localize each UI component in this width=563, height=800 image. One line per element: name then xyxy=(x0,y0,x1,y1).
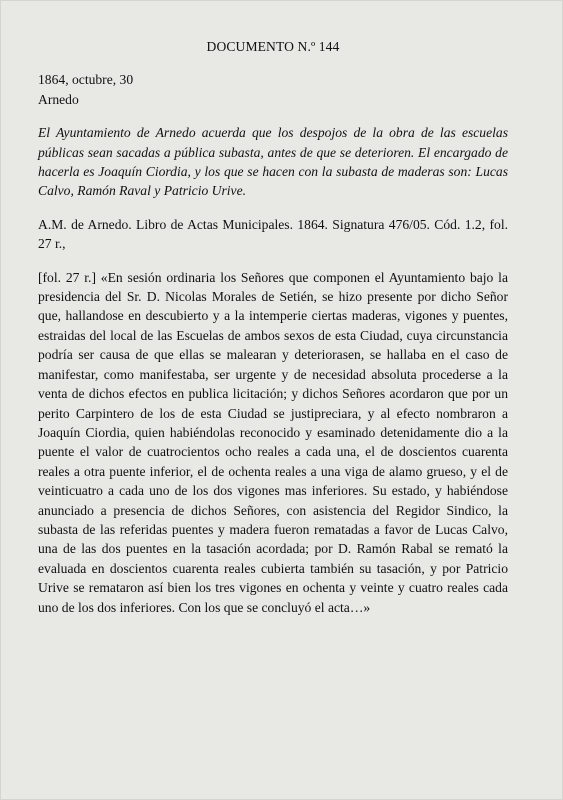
document-date: 1864, octubre, 30 xyxy=(38,72,134,88)
document-place: Arnedo xyxy=(38,91,79,107)
document-source: A.M. de Arnedo. Libro de Actas Municipales. 1864. Signatura 476/05. Cód. 1.2, fol. 27 r., xyxy=(38,216,508,252)
document-body xyxy=(38,37,508,617)
document-title: DOCUMENTO N.º 144 xyxy=(206,39,340,54)
document-summary: El Ayuntamiento de Arnedo acuerda que los despojos de la obra de las escuelas públicas sean sacadas a pública subasta, antes de que se deterioren. El encargado de hacerla es Joaquín Ciordia, y los que se hacen con la subasta de maderas son: Lucas Calvo, Ramón Raval y Patricio Urive. xyxy=(38,125,508,199)
document-transcription: [fol. 27 r.] «En sesión ordinaria los Señores que componen el Ayuntamiento bajo la presidencia del Sr. D. Nicolas Morales de Setién, se hizo presente por dicho Señor que, hallandose en descubierto y a la intemperie ciertas maderas, vigones y puentes, estraidas del local de las Escuelas de ambos sexos de esta Ciudad, cuya circunstancia podría ser causa de que ellas se malearan y deteriorasen, se hallaba en el caso de manifestar, como manifestaba, ser urgente y de necesidad absoluta procederse a la venta de dichos efectos en publica licitación; y dichos Señores acordaron que por un perito Carpintero de los de esta Ciudad se justipreciara, y al efecto nombraron a Joaquín Ciordia, quien habiéndolas reconocido y esaminado detenidamente dio a la puente el valor de cuatrocientos ocho reales a cada una, el de doscientos cuarenta reales a otra puente inferior, el de ochenta reales a una viga de alamo grueso, y el de veinticuatro a cada uno de los dos vigones mas inferiores. Su estado, y habiéndose anunciado a presencia de dichos Señores, con asistencia del Regidor Sindico, la subasta de las referidas puentes y madera fueron rematadas a favor de Lucas Calvo, una de las dos puentes en la tasación acordada; por D. Ramón Rabal se remató la evaluada en doscientos cuarenta reales cubierta también su tasación, y por Patricio Urive se remataron así bien los tres vigones en ochenta y veinte y cuatro reales cada uno de los dos inferiores. Con los que se concluyó el acta…» xyxy=(38,269,508,615)
